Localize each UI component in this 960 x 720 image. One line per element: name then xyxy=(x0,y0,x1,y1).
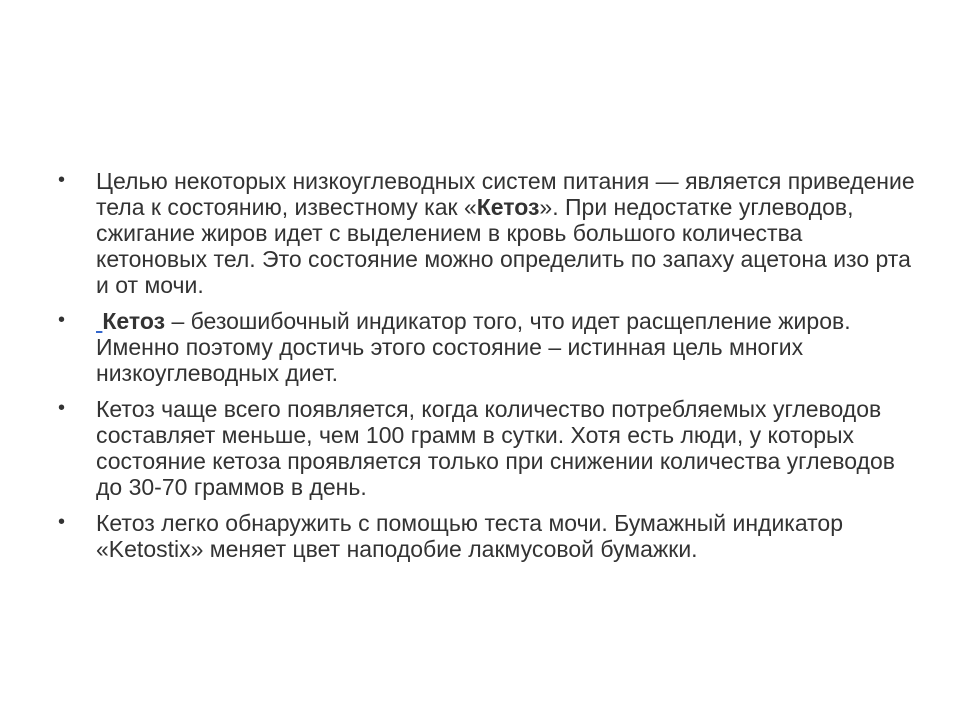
bullet-item-4 xyxy=(58,510,918,562)
bullet-text-1a: Целью некоторых низкоуглеводных систем питания — является приведение тела к состоянию, известному как « xyxy=(96,168,915,220)
bullet-icon: • xyxy=(58,309,66,331)
bullet-icon: • xyxy=(58,169,66,191)
bullet-list xyxy=(58,168,918,572)
bullet-icon: • xyxy=(58,397,66,419)
bullet-item-3 xyxy=(58,396,918,500)
bullet-text-4: Кетоз легко обнаружить с помощью теста мочи. Бумажный индикатор «Ketostix» меняет цвет наподобие лакмусовой бумажки. xyxy=(96,510,844,562)
bullet-item-2 xyxy=(58,308,918,386)
bullet-item-1 xyxy=(58,168,918,298)
keyword-ketosis: Кетоз xyxy=(102,308,166,334)
bullet-text-1b: ». При недостатке углеводов, сжигание жиров идет с выделением в кровь большого количества кетоновых тел. Это состояние можно определить по запаху ацетона изо рта и от мочи. xyxy=(96,194,911,298)
bullet-text-3: Кетоз чаще всего появляется, когда количество потребляемых углеводов составляет меньше, чем 100 грамм в сутки. Хотя есть люди, у которых состояние кетоза проявляется только при снижении количества углеводов до 30-70 граммов в день. xyxy=(96,396,895,500)
bullet-icon: • xyxy=(58,511,66,533)
bullet-text-2: – безошибочный индикатор того, что идет расщепление жиров. Именно поэтому достичь этого состояние – истинная цель многих низкоуглеводных диет. xyxy=(96,308,851,386)
keyword-ketosis: Кетоз xyxy=(476,194,540,220)
